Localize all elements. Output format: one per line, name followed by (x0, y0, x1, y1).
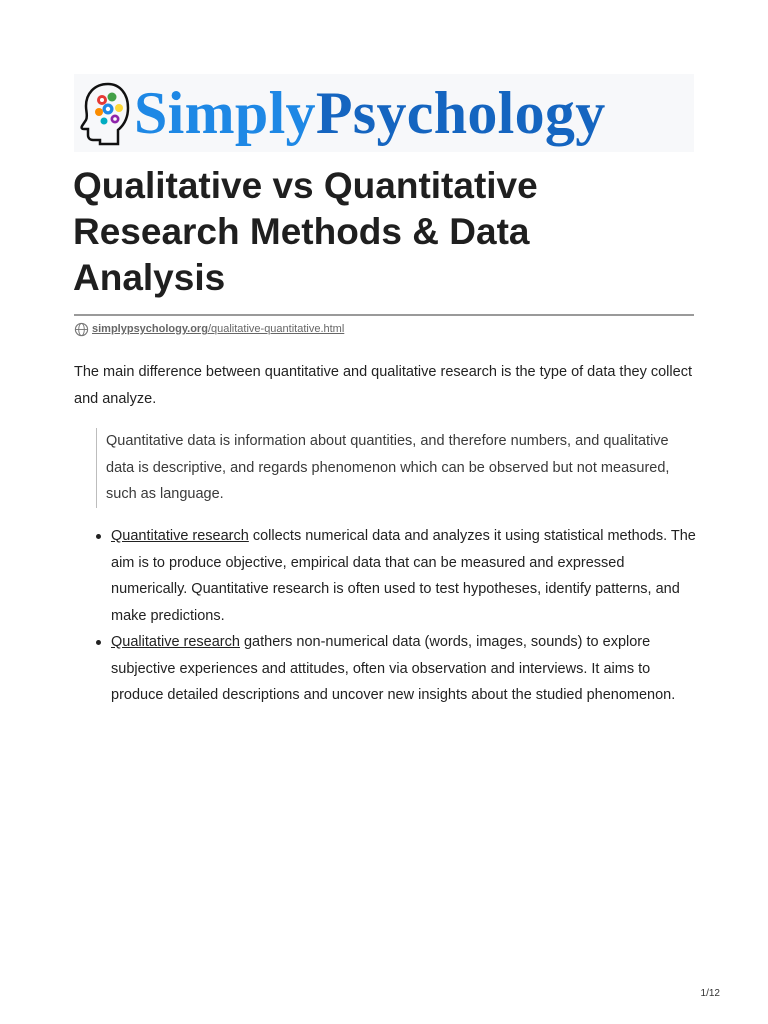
source-url-link[interactable] (92, 323, 344, 335)
qualitative-research-link[interactable]: Qualitative research (111, 634, 240, 650)
definition-blockquote: Quantitative data is information about quantities, and therefore numbers, and qualitative data is descriptive, and regards phenomenon which can be observed but not measured, such as language. (96, 428, 696, 508)
qualitative-description: gathers non-numerical data (words, images, sounds) to explore subjective experiences and attitudes, often via observation and interviews. It aims to produce detailed descriptions and uncover new insights about the studied phenomenon. (111, 634, 676, 703)
source-domain: simplypsychology.org (92, 323, 208, 335)
bullet-icon (96, 534, 101, 539)
source-link-row (74, 320, 344, 338)
quantitative-research-link[interactable]: Quantitative research (111, 528, 249, 544)
article-title: Qualitative vs Quantitative Research Methods & Data Analysis (73, 165, 538, 298)
page-number: 1/12 (700, 988, 720, 999)
head-gears-icon (78, 80, 134, 146)
logo-wordmark (134, 80, 606, 146)
source-path: /qualitative-quantitative.html (207, 323, 345, 335)
intro-paragraph: The main difference between quantitative and qualitative research is the type of data they collect and analyze. (74, 364, 692, 407)
logo-word-simply: Simply (134, 80, 316, 146)
logo-word-psychology: Psychology (315, 80, 606, 146)
title-divider (74, 314, 694, 316)
quantitative-description: collects numerical data and analyzes it using statistical methods. The aim is to produce objective, empirical data that can be measured and expressed numerically. Quantitative research is often used to test hypotheses, identify patterns, and make predictions. (111, 528, 696, 624)
list-item-quantitative (93, 523, 701, 629)
globe-icon (74, 322, 89, 337)
bullet-icon (96, 640, 101, 645)
site-logo[interactable] (74, 74, 694, 152)
list-item-qualitative (93, 629, 701, 709)
research-types-list (93, 523, 701, 709)
